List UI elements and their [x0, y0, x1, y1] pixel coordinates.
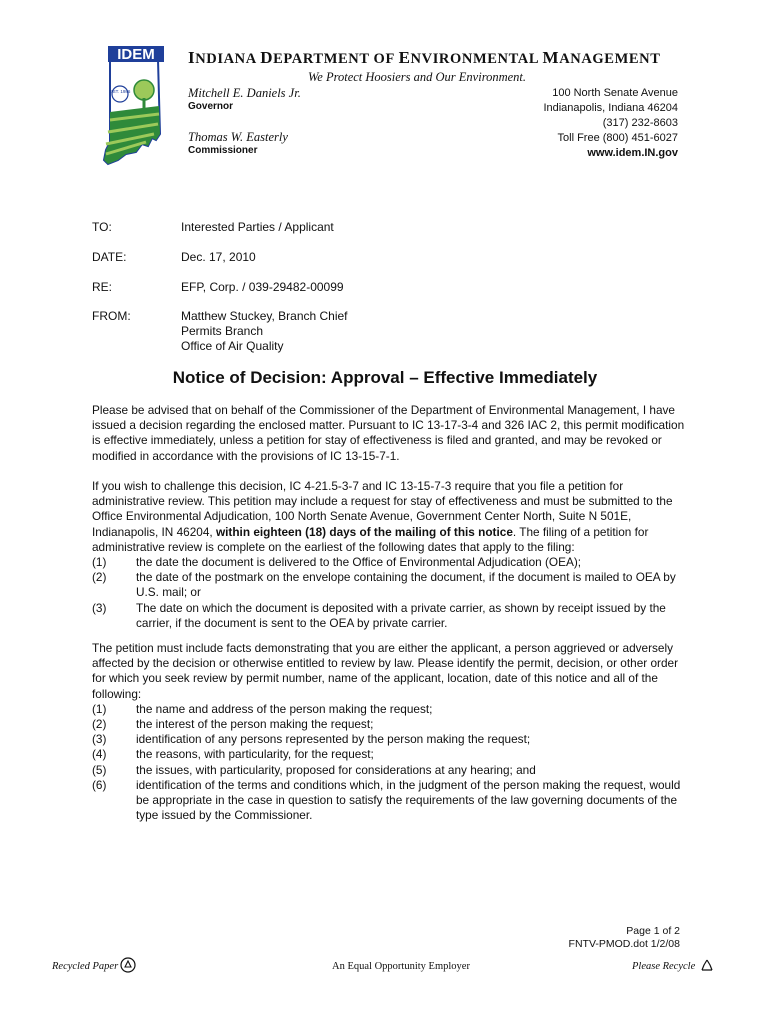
page-info: [569, 925, 680, 951]
paragraph-petition-requirements: [92, 641, 692, 823]
recycled-paper-icon: [120, 957, 136, 973]
list-item: (5) the issues, with particularity, proposed for considerations at any hearing; and: [92, 762, 536, 777]
phone-line: (317) 232-8603: [602, 117, 678, 129]
from-label: FROM:: [92, 309, 131, 323]
footer-please-recycle: Please Recycle: [632, 961, 696, 972]
address-line: 100 North Senate Avenue: [552, 87, 678, 99]
logo-text: IDEM: [117, 46, 155, 63]
footer-recycled-paper: Recycled Paper: [52, 961, 119, 972]
agency-address: [543, 86, 678, 161]
list-item: (2) the interest of the person making the request;: [92, 717, 374, 732]
from-value: [181, 309, 348, 354]
paragraph-intro: Please be advised that on behalf of the Commissioner of the Department of Environmental Management, I have issued a decision regarding the enclosed matter. Pursuant to IC 13-17-3-4 and 326 IAC 2, this permit modification is effective immediately, unless a petition for stay of effectiveness is filed and granted, and may be revoked or modified in accordance with the provisions of IC 13-15-7-1.: [92, 403, 685, 463]
list-item: (3) The date on which the document is deposited with a private carrier, as shown by receipt issued by the carrier, if the document is sent to the OEA by private carrier.: [92, 600, 666, 630]
deadline-emphasis: within eighteen (18) days of the mailing of this notice: [215, 524, 513, 539]
to-value: Interested Parties / Applicant: [181, 220, 334, 234]
toll-free-line: Toll Free (800) 451-6027: [557, 132, 678, 144]
re-label: RE:: [92, 280, 113, 294]
agency-name: INDIANA DEPARTMENT OF ENVIRONMENTAL MANAGEMENT: [188, 48, 661, 67]
list-item: (4) the reasons, with particularity, for the request;: [92, 747, 374, 762]
list-item: (6) identification of the terms and conditions which, in the judgment of the person making the request, would be appropriate in the case in question to satisfy the requirements of the law governing documents of the type issued by the Commissioner.: [92, 777, 681, 823]
list-item: (1) the name and address of the person making the request;: [92, 701, 433, 716]
date-label: DATE:: [92, 250, 127, 264]
footer-equal-opportunity: An Equal Opportunity Employer: [332, 961, 470, 972]
from-line: Office of Air Quality: [181, 339, 284, 353]
website-link[interactable]: www.idem.IN.gov: [587, 147, 678, 159]
commissioner-title: Commissioner: [188, 145, 258, 156]
petition-text: The petition must include facts demonstrating that you are either the applicant, a person aggrieved or adversely affected by the decision or otherwise entitled to review by law. Please identify the permit, decision, or other order for which you seek review by permit number, name of the applicant, location, date of this notice and all of the following:: [92, 641, 679, 701]
re-value: EFP, Corp. / 039-29482-00099: [181, 280, 344, 294]
from-line: Matthew Stuckey, Branch Chief: [181, 309, 348, 323]
list-item: (2) the date of the postmark on the envelope containing the document, if the document is mailed to OEA by U.S. mail; or: [92, 570, 676, 600]
page-number: Page 1 of 2: [626, 925, 680, 937]
logo-est: EST. 1986: [109, 89, 131, 94]
commissioner-name: Thomas W. Easterly: [188, 130, 288, 144]
challenge-text: If you wish to challenge this decision, IC 4-21.5-3-7 and IC 13-15-7-3 require that you file a petition for administrative review. This petition may include a request for stay of effectiveness and must be submitted to the Office Environmental Adjudication, 100 North Senate Avenue, Government Center North, Suite N 501E, Indianapolis, IN 46204, within eighteen (18) days of the mailing of this notice. The filing of a petition for administrative review is complete on the earliest of the following dates that apply to the filing:: [92, 479, 673, 554]
tagline: We Protect Hoosiers and Our Environment.: [308, 70, 527, 84]
date-value: Dec. 17, 2010: [181, 250, 256, 264]
recycle-icon: [700, 959, 714, 973]
to-label: TO:: [92, 220, 112, 234]
governor-title: Governor: [188, 101, 234, 112]
notice-title: Notice of Decision: Approval – Effective Immediately: [172, 368, 598, 387]
paragraph-challenge: [92, 479, 692, 631]
list-item: (1) the date the document is delivered to the Office of Environmental Adjudication (OEA);: [92, 555, 582, 570]
document-code: FNTV-PMOD.dot 1/2/08: [568, 938, 680, 950]
idem-logo: [96, 42, 176, 168]
from-line: Permits Branch: [181, 324, 264, 338]
address-line: Indianapolis, Indiana 46204: [543, 102, 678, 114]
list-item: (3) identification of any persons represented by the person making the request;: [92, 732, 531, 747]
governor-name: Mitchell E. Daniels Jr.: [188, 86, 301, 100]
